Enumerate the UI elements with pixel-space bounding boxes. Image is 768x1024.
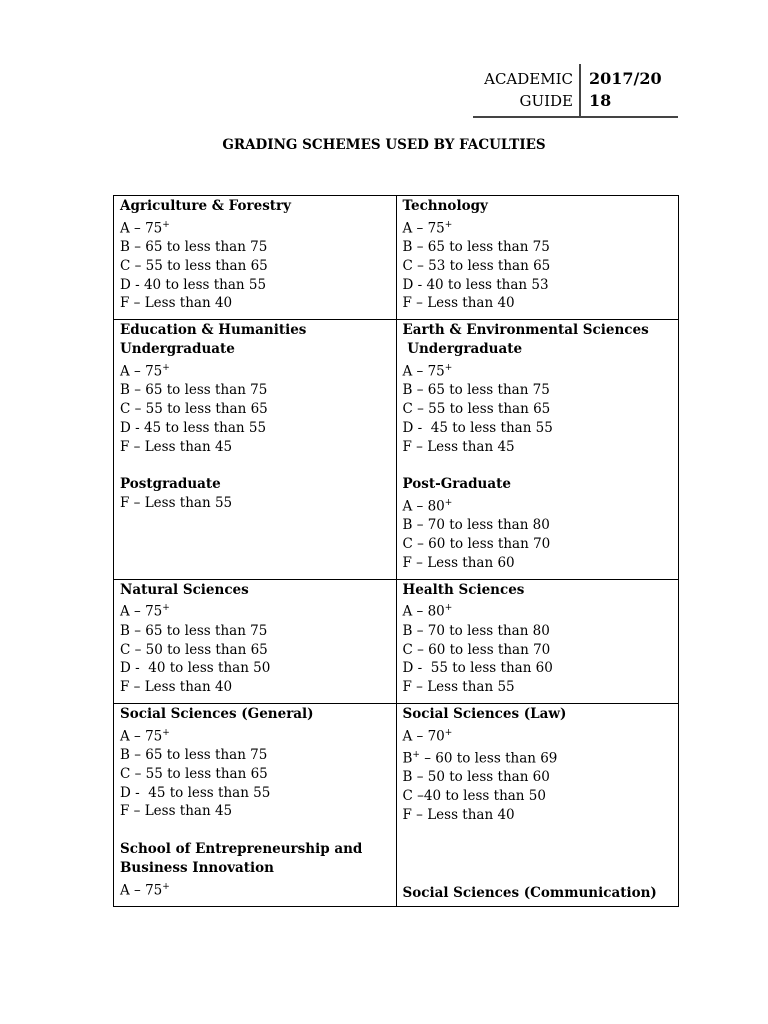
subsection-label: Postgraduate: [120, 476, 221, 493]
header-label-line2: GUIDE: [519, 92, 573, 110]
grade-line: C – 60 to less than 70: [402, 536, 551, 553]
plus-superscript: +: [444, 727, 453, 738]
plus-superscript: +: [162, 603, 170, 614]
table-row: [114, 320, 679, 579]
grade-line: C – 55 to less than 65: [120, 765, 268, 782]
cell-earth-environmental: [396, 320, 679, 579]
faculty-name: Social Sciences (Communication): [402, 885, 657, 902]
spacer: [403, 456, 673, 475]
grade-line: F – Less than 40: [120, 295, 233, 312]
header-year-line1: 2017/20: [589, 69, 662, 88]
faculty-name: Natural Sciences: [120, 581, 249, 598]
cell-agriculture: [114, 196, 397, 320]
grade-line: C – 53 to less than 65: [402, 257, 551, 274]
plus-superscript: +: [444, 362, 453, 373]
grade-line: D - 45 to less than 55: [120, 784, 271, 801]
plus-superscript: +: [162, 362, 170, 373]
grade-line: C – 60 to less than 70: [402, 641, 551, 658]
subsection-label: Undergraduate: [120, 341, 235, 358]
page-title: GRADING SCHEMES USED BY FACULTIES: [222, 137, 546, 153]
plus-superscript: +: [162, 881, 170, 892]
grade-line: C –40 to less than 50: [402, 788, 546, 805]
header-year-line2: 18: [589, 91, 612, 110]
faculty-name: Technology: [402, 198, 488, 214]
faculty-name: Social Sciences (Law): [402, 705, 567, 722]
plus-superscript: +: [412, 750, 420, 761]
faculty-name: School of Entrepreneurship and: [120, 841, 363, 857]
grade-line: C – 50 to less than 65: [120, 641, 268, 658]
grade-line: F – Less than 40: [402, 806, 515, 823]
cell-social-sciences-law: [396, 703, 679, 906]
cell-health-sciences: [396, 579, 679, 703]
grade-line: A – 75+: [120, 603, 170, 620]
grade-line: A – 70+: [402, 727, 453, 745]
grade-line: A – 80+: [402, 497, 453, 515]
grade-line: D - 45 to less than 55: [120, 419, 267, 436]
table-row: [114, 579, 679, 703]
plus-superscript: +: [162, 727, 170, 738]
spacer: [120, 821, 390, 840]
grade-line: B – 65 to less than 75: [120, 622, 268, 639]
header-label-line1: ACADEMIC: [484, 70, 573, 88]
cell-social-sciences-general: [114, 703, 397, 906]
grade-line: F – Less than 45: [402, 438, 515, 455]
grade-line: C – 55 to less than 65: [120, 257, 268, 274]
grade-line: A – 75+: [120, 881, 170, 899]
grade-line: B – 65 to less than 75: [402, 239, 550, 256]
grading-table: [113, 195, 679, 907]
grade-line: D - 55 to less than 60: [402, 660, 553, 677]
header-rule: [473, 116, 678, 118]
grade-line: C – 55 to less than 65: [402, 400, 551, 417]
plus-superscript: +: [444, 497, 453, 508]
grade-line: B – 65 to less than 75: [120, 239, 268, 256]
header-label: [473, 64, 581, 116]
cell-technology: [396, 196, 679, 320]
grade-line: B – 70 to less than 80: [402, 517, 550, 534]
table-row: [114, 196, 679, 320]
grade-line: A – 75+: [120, 362, 170, 380]
table-row: [114, 703, 679, 906]
grade-line: D - 40 to less than 50: [120, 660, 271, 677]
faculty-name: Social Sciences (General): [120, 705, 314, 722]
grade-line: A – 75+: [402, 362, 453, 380]
subsection-label: Undergraduate: [402, 341, 523, 358]
grade-line: C – 55 to less than 65: [120, 400, 268, 417]
faculty-name: Business Innovation: [120, 859, 274, 876]
subsection-label: Post-Graduate: [402, 476, 511, 493]
grade-line: A – 75+: [120, 219, 170, 237]
grade-line: B+ – 60 to less than 69: [402, 750, 558, 767]
faculty-name: Health Sciences: [402, 581, 525, 598]
plus-superscript: +: [444, 603, 453, 614]
faculty-name: Agriculture & Forestry: [120, 198, 292, 214]
spacer: [120, 456, 390, 475]
grade-line: B – 70 to less than 80: [402, 622, 550, 639]
faculty-name: Earth & Environmental Sciences: [402, 322, 649, 339]
faculty-name: Education & Humanities: [120, 322, 307, 339]
grade-line: F – Less than 55: [402, 679, 515, 696]
grade-line: F – Less than 40: [402, 295, 515, 312]
grade-line: D - 40 to less than 53: [402, 276, 549, 293]
cell-education-humanities: [114, 320, 397, 579]
grade-line: D - 40 to less than 55: [120, 276, 267, 293]
grade-line: A – 80+: [402, 603, 453, 620]
grade-line: F – Less than 45: [120, 438, 233, 455]
academic-guide-header: [473, 64, 678, 119]
plus-superscript: +: [444, 219, 453, 230]
grade-line: F – Less than 40: [120, 679, 233, 696]
grade-line: B – 65 to less than 75: [120, 747, 268, 764]
grade-line: B – 65 to less than 75: [120, 382, 268, 399]
grade-line: F – Less than 60: [402, 554, 515, 571]
grade-line: A – 75+: [402, 219, 453, 237]
grade-line: F – Less than 45: [120, 803, 233, 820]
plus-superscript: +: [162, 219, 170, 230]
cell-natural-sciences: [114, 579, 397, 703]
header-year: [585, 64, 678, 116]
grade-line: B – 50 to less than 60: [402, 769, 550, 786]
grade-line: A – 75+: [120, 727, 170, 745]
grade-line: D - 45 to less than 55: [402, 419, 553, 436]
grade-line: F – Less than 55: [120, 494, 233, 511]
grade-line: B – 65 to less than 75: [402, 382, 550, 399]
